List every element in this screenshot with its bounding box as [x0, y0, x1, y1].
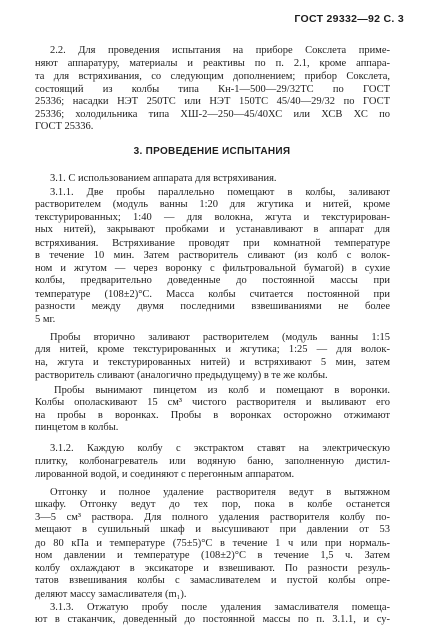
text-line: 25336; насадки НЭТ 250ТС или НЭТ 150ТС 45/40—29/32 по ГОСТ: [35, 96, 390, 107]
text-line: ном и жгутом — через воронку с фильтровальной бумагой) в сухие: [35, 263, 390, 274]
text-line: 3.1.3. Отжатую пробу после удаления замасливателя помеща-: [50, 601, 390, 613]
text-line: ГОСТ 25336.: [35, 121, 94, 133]
text-line: 25336; холодильника типа ХШ-2—250—45/40ХС или ХСВ ХС по: [35, 109, 390, 121]
text-line: Пробы вынимают пинцетом из колб и помещают в воронки.: [54, 384, 390, 396]
text-line: состоящий из колбы типа Кн-1—500—29/32ТС по ГОСТ: [35, 83, 390, 95]
text-line: 3.1.2. Каждую колбу с экстрактом ставят на электрическую: [50, 443, 390, 455]
text-line: ных нитей), закрывают пробками и устанавливают в аппарат для: [35, 224, 390, 236]
text-line: няют аппаратуру, материалы и реактивы по п. 2.1, кроме аппара-: [35, 58, 390, 70]
text-line: 3—5 см³ раствора. Для полного удаления растворителя колбу по-: [35, 512, 390, 524]
section-title: 3. ПРОВЕДЕНИЕ ИСПЫТАНИЯ: [133, 145, 291, 157]
text-line: температуре (108±2)°С. Масса колбы считается постоянной при: [35, 288, 390, 300]
text-line: 2.2. Для проведения испытания на приборе Сокслета приме-: [50, 45, 390, 56]
text-line: Колбы ополаскивают 15 см³ чистого растворителя и выливают его: [35, 397, 390, 408]
text-line: до 80 кПа и температуре (75±5)°С в течение 1 ч или при нормаль-: [35, 537, 390, 549]
text-line: колбы, предварительно доведенные до постоянной массы при: [35, 275, 390, 287]
text-line: растворителем (модуль ванны 1:20 для жгутика и нитей, кроме: [35, 198, 390, 210]
text-line: татов взвешивания колбы с замасливателем и пустой колбы опре-: [35, 575, 390, 587]
text-line: 5 мг.: [35, 313, 56, 325]
text-line: колбу охлаждают в эксикаторе и взвешивают. По разности резуль-: [35, 563, 390, 574]
text-line: на, жгута и текстурированных нитей) и встряхивают 5 мин, затем: [35, 357, 390, 369]
text-line: Пробы вторично заливают растворителем (модуль ванны 1:15: [50, 331, 390, 343]
text-line: 3.1.1. Две пробы параллельно помещают в колбы, заливают: [50, 186, 390, 198]
text-line: в течение 10 мин. Затем растворитель сливают (из колб с волок-: [35, 249, 390, 261]
text-line: шкафу. Отгонку ведут до тех пор, пока в колбе останется: [35, 498, 390, 510]
text-line: мещают в сушильный шкаф и высушивают при давлении от 53: [35, 524, 390, 536]
text-line: встряхивания. Встряхивание проводят при комнатной температуре: [35, 237, 390, 249]
text-line: 3.1. С использованием аппарата для встряхивания.: [50, 173, 277, 185]
text-line: лированной водой, и соединяют с перегонным аппаратом.: [35, 468, 295, 480]
text-line: плитку, колбонагреватель или водяную баню, заполненную дистил-: [35, 455, 390, 467]
text-line: та для встряхивания, со следующим дополнением; прибор Сокслета,: [35, 70, 390, 82]
page-header: ГОСТ 29332—92 С. 3: [294, 13, 404, 25]
text-line: ном давлении и температуре (108±2)°С в течение 1,5 ч. Затем: [35, 549, 390, 561]
text-line: текстурированных; 1:40 — для волокна, жгута и текстурирован-: [35, 212, 390, 223]
text-line: пинцетом в колбы.: [35, 422, 119, 434]
text-line: ют в стаканчик, доведенный до постоянной массы по п. 3.1.1, и су-: [35, 614, 390, 625]
text-line: Отгонку и полное удаление растворителя ведут в вытяжном: [50, 486, 390, 498]
text-line: разности между двумя последними взвешиваниями не более: [35, 300, 390, 312]
text-line: на пробы в воронках. Пробы в воронках осторожно отжимают: [35, 410, 390, 422]
text-line: для нитей, кроме текстурированных и жгутика; 1:25 — для волок-: [35, 344, 390, 356]
text-line: деляют массу замасливателя (m₁).: [35, 588, 187, 600]
text-line: растворитель сливают (аналогично предыдущему) в те же колбы.: [35, 369, 328, 381]
